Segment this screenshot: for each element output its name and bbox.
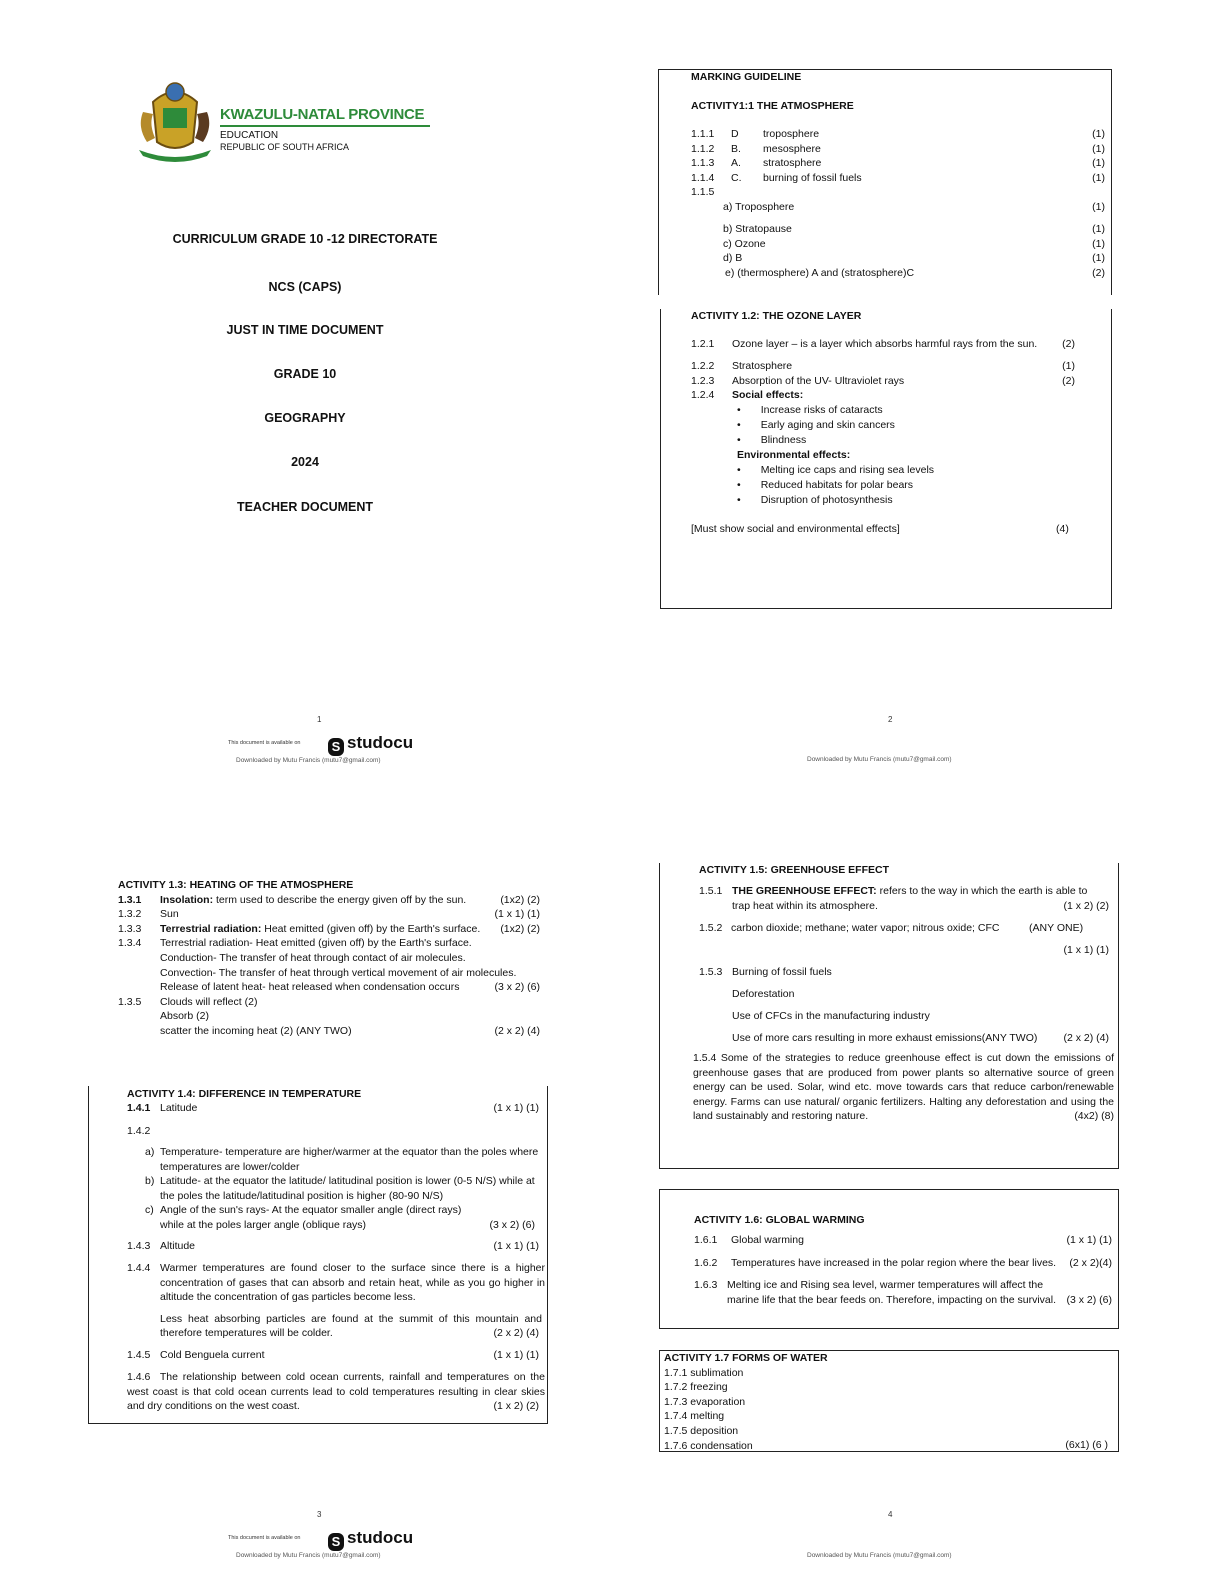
list-item: 1.7.5 deposition xyxy=(664,1424,739,1437)
answer-1-5-4: 1.5.4 Some of the strategies to reduce greenhouse effect is cut down the emissions of greenhouse gases that are produced from power plants so alternative source of green energy can be used. Solar, wind etc. move towards cars that reduce carbon/renewable energy. Farms can use natural/ organic fertilizers. Halting any deforestation and using the land sustainably and restoring nature. (4x2) (8) xyxy=(693,1052,1114,1123)
question-list xyxy=(118,893,540,1043)
answer-row: Release of latent heat- heat released when condensation occurs (3 x 2) (6) xyxy=(160,981,540,994)
activity-heading: ACTIVITY 1.2: THE OZONE LAYER xyxy=(691,310,862,322)
bullet-icon: • xyxy=(737,433,741,446)
cover-year: 2024 xyxy=(291,455,319,469)
cover-directorate: CURRICULUM GRADE 10 -12 DIRECTORATE xyxy=(172,232,438,246)
answer-row: 1.2.3 Absorption of the UV- Ultraviolet rays (2) xyxy=(691,374,1075,387)
bullet-item: • Early aging and skin cancers xyxy=(737,418,895,431)
footer-available: This document is available on xyxy=(228,740,301,746)
answer-row: Convection- The transfer of heat through vertical movement of air molecules. xyxy=(160,966,517,979)
answer-row: 1.1.2 B. mesosphere (1) xyxy=(691,142,1105,155)
answer-row: 1.3.5 Clouds will reflect (2) xyxy=(118,995,258,1008)
bullet-icon: • xyxy=(737,404,741,416)
global-warming-box xyxy=(659,1189,1119,1329)
logo-divider xyxy=(220,125,430,127)
activity-heading: ACTIVITY1:1 THE ATMOSPHERE xyxy=(691,100,854,112)
answer-row: 1.2.4 Social effects: xyxy=(691,389,804,402)
studocu-logo[interactable]: S studocu xyxy=(328,733,413,756)
bullet-item: • Increase risks of cataracts xyxy=(737,404,883,416)
footer-downloaded: Downloaded by Mutu Francis (mutu7@gmail.com) xyxy=(807,756,952,763)
provincial-crest-logo xyxy=(133,72,217,162)
cover-subject: GEOGRAPHY xyxy=(264,411,346,425)
studocu-icon: S xyxy=(328,738,344,756)
answer-row: 1.3.1 Insolation: term used to describe the energy given off by the sun. (1x2) (2) xyxy=(118,893,540,906)
sub-answer-row: e) (thermosphere) A and (stratosphere)C (2) xyxy=(725,266,1105,279)
page-number: 4 xyxy=(888,1510,893,1519)
answer-row: 1.6.1 Global warming (1 x 1) (1) xyxy=(694,1234,1112,1246)
republic-name: REPUBLIC OF SOUTH AFRICA xyxy=(220,142,350,152)
activity-heading: ACTIVITY 1.4: DIFFERENCE IN TEMPERATURE xyxy=(127,1088,362,1100)
footer-available: This document is available on xyxy=(228,1535,301,1541)
activity-heading: ACTIVITY 1.3: HEATING OF THE ATMOSPHERE xyxy=(118,879,354,891)
footer-downloaded: Downloaded by Mutu Francis (mutu7@gmail.com) xyxy=(807,1552,952,1559)
cover-doc-type: JUST IN TIME DOCUMENT xyxy=(226,323,384,337)
question-list xyxy=(691,127,1105,207)
page-number: 2 xyxy=(888,715,893,724)
answer-row: 1.1.4 C. burning of fossil fuels (1) xyxy=(691,171,1105,184)
cover-teacher: TEACHER DOCUMENT xyxy=(236,500,374,514)
answer-1-4-6: 1.4.6 The relationship between cold ocean currents, rainfall and temperatures on the west coast is that cold ocean currents lead to cold temperatures resulting in clear skies and dry conditions on the west coast. (1 x 2) (2) xyxy=(127,1371,545,1413)
total-mark: (6x1) (6 ) xyxy=(1065,1439,1108,1451)
heating-atmosphere-section xyxy=(118,878,540,1043)
question-number: 1.4.2 xyxy=(127,1125,151,1137)
answer-row: 1.1.3 A. stratosphere (1) xyxy=(691,157,1105,170)
sub-answer-row: d) B (1) xyxy=(723,252,1105,265)
activity-heading: ACTIVITY 1.6: GLOBAL WARMING xyxy=(694,1214,865,1226)
social-effects-list xyxy=(737,403,895,448)
list-item: 1.7.6 condensation xyxy=(664,1439,753,1452)
answer-list xyxy=(664,1366,753,1454)
temperature-difference-box xyxy=(88,1086,548,1424)
answer-row: 1.2.1 Ozone layer – is a layer which absorbs harmful rays from the sun. (2) xyxy=(691,338,1075,350)
bullet-item: • Disruption of photosynthesis xyxy=(737,493,893,506)
answer-1-4-4: 1.4.4 Warmer temperatures are found closer to the surface since there is a higher concentration of gases that can absorb and retain heat, while as you go higher in altitude the concentration of gas particles become less. Less heat absorbing particles are found at the summit of this mountain and therefore temperatures will be colder. (2 x 2) (4) xyxy=(127,1262,545,1340)
sub-answer-c: c) Angle of the sun's rays- At the equator smaller angle (direct rays) while at the poles larger angle (oblique rays) (3 x 2) (6) xyxy=(145,1204,535,1231)
sub-answer-list xyxy=(723,200,1105,290)
bullet-icon: • xyxy=(737,418,741,431)
answer-1-6-3: 1.6.3 Melting ice and Rising sea level, warmer temperatures will affect the marine life that the bear feeds on. Therefore, impacting on the survival. (3 x 2) (6) xyxy=(694,1279,1112,1306)
bullet-item: • Reduced habitats for polar bears xyxy=(737,478,914,491)
sub-answer-row: a) Troposphere (1) xyxy=(723,201,1105,213)
answer-row: 1.4.5 Cold Benguela current (1 x 1) (1) xyxy=(127,1349,539,1361)
question-list xyxy=(691,337,1075,402)
footer-downloaded: Downloaded by Mutu Francis (mutu7@gmail.com) xyxy=(236,1552,381,1559)
marking-note-mark: (4) xyxy=(1056,523,1069,535)
marking-heading: MARKING GUIDELINE xyxy=(691,71,802,83)
answer-row: Conduction- The transfer of heat through contact of air molecules. xyxy=(160,951,466,964)
answer-row: scatter the incoming heat (2) (ANY TWO) (2 x 2) (4) xyxy=(160,1024,540,1037)
page-number: 1 xyxy=(317,715,322,724)
list-item: 1.7.3 evaporation xyxy=(664,1395,746,1408)
sub-answer-row: b) Stratopause (1) xyxy=(723,223,1105,235)
forms-of-water-box xyxy=(659,1350,1119,1452)
answer-row: 1.4.3 Altitude (1 x 1) (1) xyxy=(127,1240,539,1252)
answer-row: 1.1.1 D troposphere (1) xyxy=(691,128,1105,140)
answer-row: 1.1.5 xyxy=(691,186,715,199)
studocu-icon: S xyxy=(328,1533,344,1551)
env-effects-heading: Environmental effects: xyxy=(737,449,851,461)
list-item: 1.7.1 sublimation xyxy=(664,1366,744,1379)
answer-row: Absorb (2) xyxy=(160,1010,210,1023)
activity-heading: ACTIVITY 1.5: GREENHOUSE EFFECT xyxy=(699,864,889,876)
list-item: 1.7.4 melting xyxy=(664,1410,725,1423)
env-effects-list xyxy=(737,463,934,508)
answer-row: 1.6.2 Temperatures have increased in the polar region where the bear lives. (2 x 2)(4) xyxy=(694,1257,1112,1269)
answer-1-5-1: 1.5.1 THE GREENHOUSE EFFECT: refers to the way in which the earth is able to trap heat within its atmosphere. (1 x 2) (2) xyxy=(699,885,1109,912)
answer-row: 1.3.3 Terrestrial radiation: Heat emitted (given off) by the Earth's surface. (1x2) (2) xyxy=(118,922,540,935)
marking-guideline-box xyxy=(658,69,1112,295)
page-number: 3 xyxy=(317,1510,322,1519)
marking-note: [Must show social and environmental effects] xyxy=(691,523,900,535)
dept-name: EDUCATION xyxy=(220,130,279,141)
studocu-logo[interactable]: S studocu xyxy=(328,1528,413,1551)
bullet-icon: • xyxy=(737,464,741,476)
answer-1-5-2: 1.5.2 carbon dioxide; methane; water vapor; nitrous oxide; CFC (ANY ONE) (1 x 1) (1) xyxy=(699,922,1109,956)
bullet-icon: • xyxy=(737,493,741,506)
sub-answer-b: b) Latitude- at the equator the latitude/ latitudinal position is lower (0-5 N/S) while at the poles the latitude/latitudinal position is higher (80-90 N/S) xyxy=(145,1175,535,1202)
ozone-layer-box xyxy=(660,309,1112,609)
cover-grade: GRADE 10 xyxy=(273,367,337,381)
bullet-item: • Blindness xyxy=(737,433,807,446)
cover-ncs: NCS (CAPS) xyxy=(268,280,342,294)
sub-answer-row: c) Ozone (1) xyxy=(723,237,1105,250)
answer-1-5-3: 1.5.3 Burning of fossil fuels Deforestation Use of CFCs in the manufacturing industry Use of more cars resulting in more exhaust emissions(ANY TWO) (2 x 2) (4) xyxy=(699,966,1109,1044)
greenhouse-effect-box xyxy=(659,863,1119,1169)
answer-row: 1.4.1 Latitude (1 x 1) (1) xyxy=(127,1102,539,1114)
answer-row: 1.3.4 Terrestrial radiation- Heat emitted (given off) by the Earth's surface. xyxy=(118,937,472,950)
bullet-item: • Melting ice caps and rising sea levels xyxy=(737,464,935,476)
footer-downloaded: Downloaded by Mutu Francis (mutu7@gmail.com) xyxy=(236,757,381,764)
province-name: KWAZULU-NATAL PROVINCE xyxy=(220,106,425,123)
sub-answer-a: a) Temperature- temperature are higher/warmer at the equator than the poles where temperatures are lower/colder xyxy=(145,1146,539,1173)
bullet-icon: • xyxy=(737,478,741,491)
list-item: 1.7.2 freezing xyxy=(664,1381,728,1394)
activity-heading: ACTIVITY 1.7 FORMS OF WATER xyxy=(664,1352,828,1364)
answer-row: 1.2.2 Stratosphere (1) xyxy=(691,360,1075,372)
answer-row: 1.3.2 Sun (1 x 1) (1) xyxy=(118,908,540,921)
